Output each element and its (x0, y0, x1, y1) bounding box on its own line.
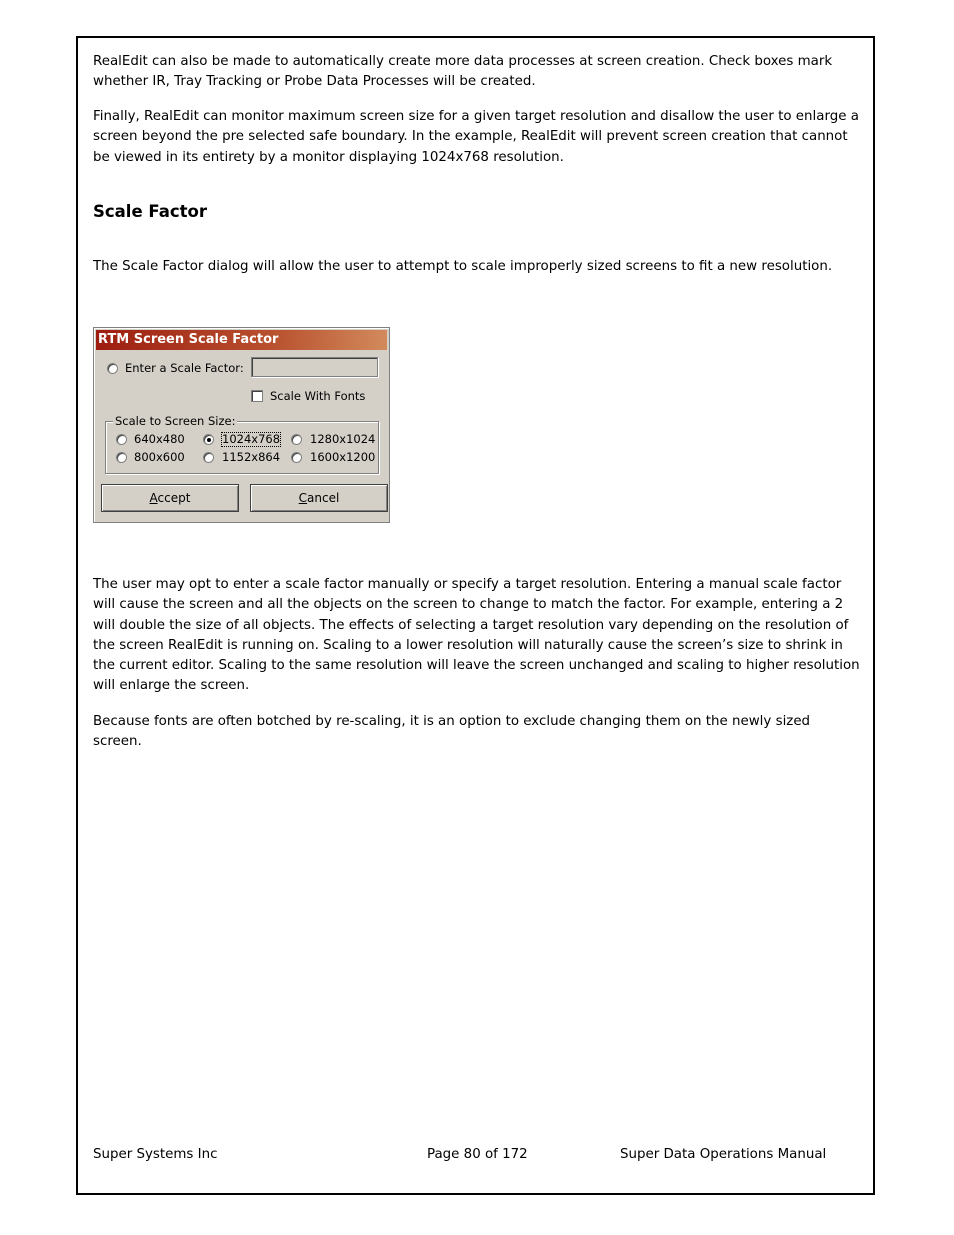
radio-1600x1200[interactable] (291, 452, 302, 463)
scale-factor-input[interactable] (251, 357, 378, 377)
enter-scale-factor-label: Enter a Scale Factor: (125, 361, 244, 375)
radio-1152x864[interactable] (203, 452, 214, 463)
scale-with-fonts-label: Scale With Fonts (270, 389, 366, 403)
accept-button[interactable]: Accept (101, 484, 239, 512)
scale-factor-dialog (93, 327, 390, 523)
scale-with-fonts-checkbox[interactable] (251, 390, 263, 402)
radio-1280x1024[interactable] (291, 434, 302, 445)
label-640x480: 640x480 (134, 432, 185, 446)
paragraph-fonts-note: Because fonts are often botched by re-scaling, it is an option to exclude changing them on the newly sized screen. (93, 714, 811, 750)
section-heading: Scale Factor (93, 202, 207, 221)
label-1152x864: 1152x864 (222, 450, 281, 464)
radio-1024x768[interactable] (203, 434, 214, 445)
dialog-title: RTM Screen Scale Factor (96, 330, 387, 350)
cancel-button[interactable]: Cancel (250, 484, 388, 512)
paragraph-data-processes: RealEdit can also be made to automatically create more data processes at screen creation. Check boxes mark whether IR, Tray Tracking or Probe Data Processes will be created. (93, 54, 833, 90)
footer-manual-title: Super Data Operations Manual (620, 1147, 827, 1162)
label-1024x768: 1024x768 (222, 432, 281, 446)
paragraph-max-screen-size: Finally, RealEdit can monitor maximum screen size for a given target resolution and disallow the user to enlarge a screen beyond the pre selected safe boundary. In the example, RealEdit will prevent screen creation that cannot be viewed in its entirety by a monitor displaying 1024x768 resolution. (93, 109, 859, 165)
footer-page-number: Page 80 of 172 (427, 1147, 528, 1162)
screen-size-group (105, 421, 379, 474)
paragraph-scale-factor-intro: The Scale Factor dialog will allow the user to attempt to scale improperly sized screens to fit a new resolution. (93, 259, 833, 274)
paragraph-scale-options: The user may opt to enter a scale factor manually or specify a target resolution. Entering a manual scale factor will cause the screen and all the objects on the screen to change to match the factor. For example, entering a 2 will double the size of all objects. The effects of selecting a target resolution vary depending on the resolution of the screen RealEdit is running on. Scaling to a lower resolution will naturally cause the screen’s size to shrink in the current editor. Scaling to the same resolution will leave the screen unchanged and scaling to higher resolution will enlarge the screen. (93, 577, 860, 694)
footer-company: Super Systems Inc (93, 1147, 218, 1162)
label-1600x1200: 1600x1200 (310, 450, 376, 464)
label-800x600: 800x600 (134, 450, 185, 464)
screen-size-group-label: Scale to Screen Size: (115, 414, 236, 428)
radio-800x600[interactable] (116, 452, 127, 463)
enter-scale-factor-radio[interactable] (107, 363, 118, 374)
radio-640x480[interactable] (116, 434, 127, 445)
label-1280x1024: 1280x1024 (310, 432, 376, 446)
